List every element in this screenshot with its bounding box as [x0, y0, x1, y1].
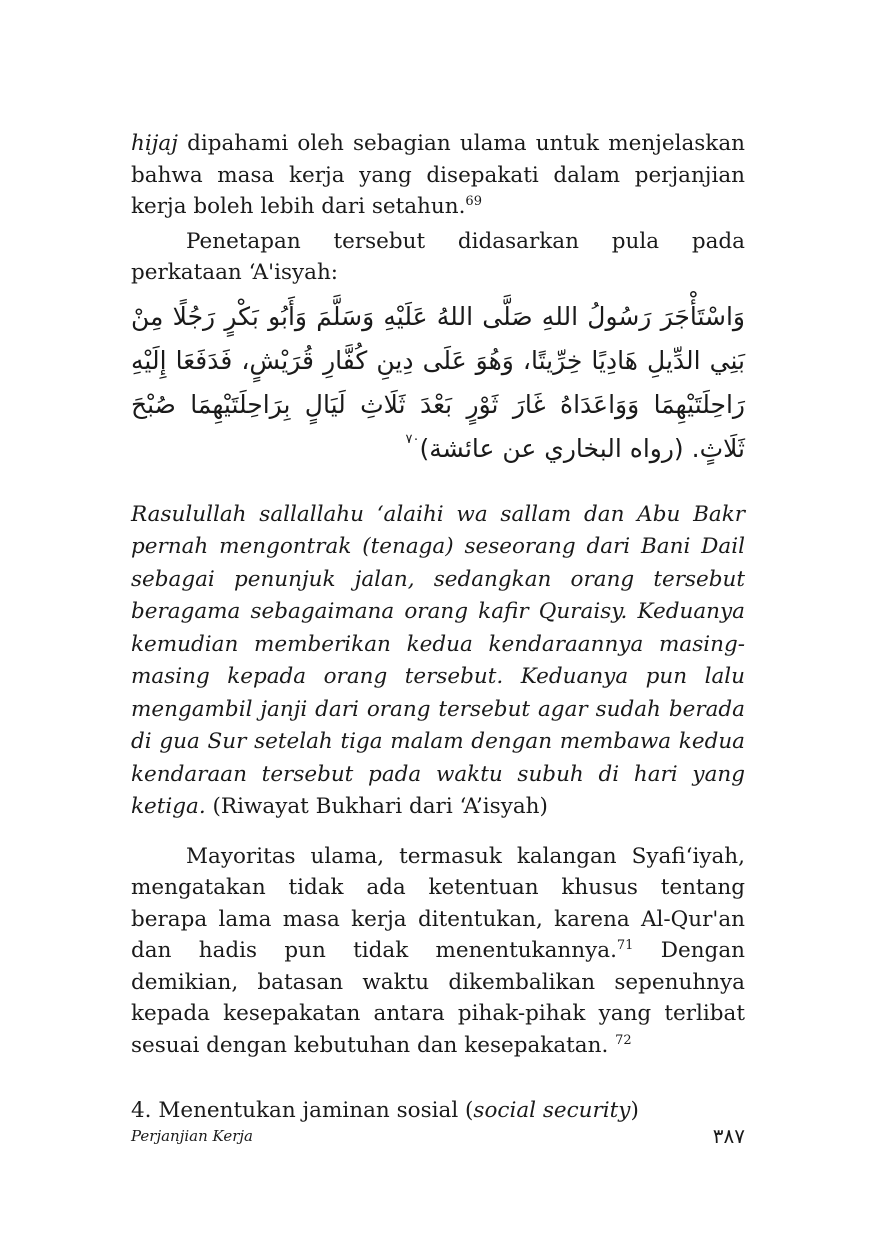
- hadith-arabic: [131, 295, 745, 471]
- page-footer: [131, 1124, 745, 1148]
- footnote-ref-70[interactable]: ٧٠: [405, 431, 420, 447]
- hadith-source: (Riwayat Bukhari dari ‘A’isyah): [212, 794, 548, 819]
- section-heading-close: ): [630, 1098, 639, 1123]
- paragraph-mayoritas: [131, 841, 745, 1062]
- section-heading-text: 4. Menentukan jaminan sosial (: [131, 1098, 474, 1123]
- paragraph-hijaj-text: dipahami oleh sebagian ulama untuk menjelaskan bahwa masa kerja yang disepakati dalam perjanjian kerja boleh lebih dari setahun.: [131, 131, 745, 219]
- section-heading-term: social security: [473, 1098, 631, 1123]
- paragraph-hijaj: [131, 128, 745, 223]
- page-number: ٣٨٧: [712, 1124, 745, 1148]
- paragraph-mayoritas-text-b: Dengan demikian, batasan waktu dikembalikan sepenuhnya kepada kesepakatan antara pihak-pihak yang terlibat sesuai dengan kebutuhan dan kesepakatan.: [131, 938, 745, 1058]
- term-hijaj: hijaj: [131, 131, 178, 156]
- running-title: Perjanjian Kerja: [131, 1127, 253, 1145]
- paragraph-penetapan: Penetapan tersebut didasarkan pula pada perkataan ‘A'isyah:: [131, 228, 745, 285]
- page-body: [131, 128, 745, 1127]
- footnote-ref-72[interactable]: 72: [615, 1032, 632, 1048]
- hadith-translation: [131, 499, 745, 824]
- footnote-ref-71[interactable]: 71: [616, 938, 634, 953]
- hadith-arabic-text: وَاسْتَأْجَرَ رَسُولُ اللهِ صَلَّى اللهُ عَلَيْهِ وَسَلَّمَ وَأَبُو بَكْرٍ رَجُلًا مِنْ بَنِي الدِّيلِ هَادِيًا خِرِّيتًا، وَهُوَ عَلَى دِينِ كُفَّارِ قُرَيْشٍ، فَدَفَعَا إِلَيْهِ رَاحِلَتَيْهِمَا وَوَاعَدَاهُ غَارَ ثَوْرٍ بَعْدَ ثَلَاثِ لَيَالٍ بِرَاحِلَتَيْهِمَا صُبْحَ ثَلَاثٍ. (رواه البخاري عن عائشة): [131, 301, 745, 463]
- hadith-translation-text: Rasulullah sallallahu ‘alaihi wa sallam dan Abu Bakr pernah mengontrak (tenaga) seseorang dari Bani Dail sebagai penunjuk jalan, sedangkan orang tersebut beragama sebagaimana orang kafir Quraisy. Keduanya kemudian memberikan kedua kendaraannya masing-masing kepada orang tersebut. Keduanya pun lalu mengambil janji dari orang tersebut agar sudah berada di gua Sur setelah tiga malam dengan membawa kedua kendaraan tersebut pada waktu subuh di hari yang ketiga.: [131, 501, 745, 819]
- paragraph-mayoritas-text-a: Mayoritas ulama, termasuk kalangan Syafi‘iyah, mengatakan tidak ada ketentuan khusus tentang berapa lama masa kerja ditentukan, karena Al-Qur'an dan hadis pun tidak menentukannya.: [131, 843, 745, 963]
- footnote-ref-69[interactable]: 69: [465, 194, 482, 209]
- section-heading: [131, 1095, 745, 1127]
